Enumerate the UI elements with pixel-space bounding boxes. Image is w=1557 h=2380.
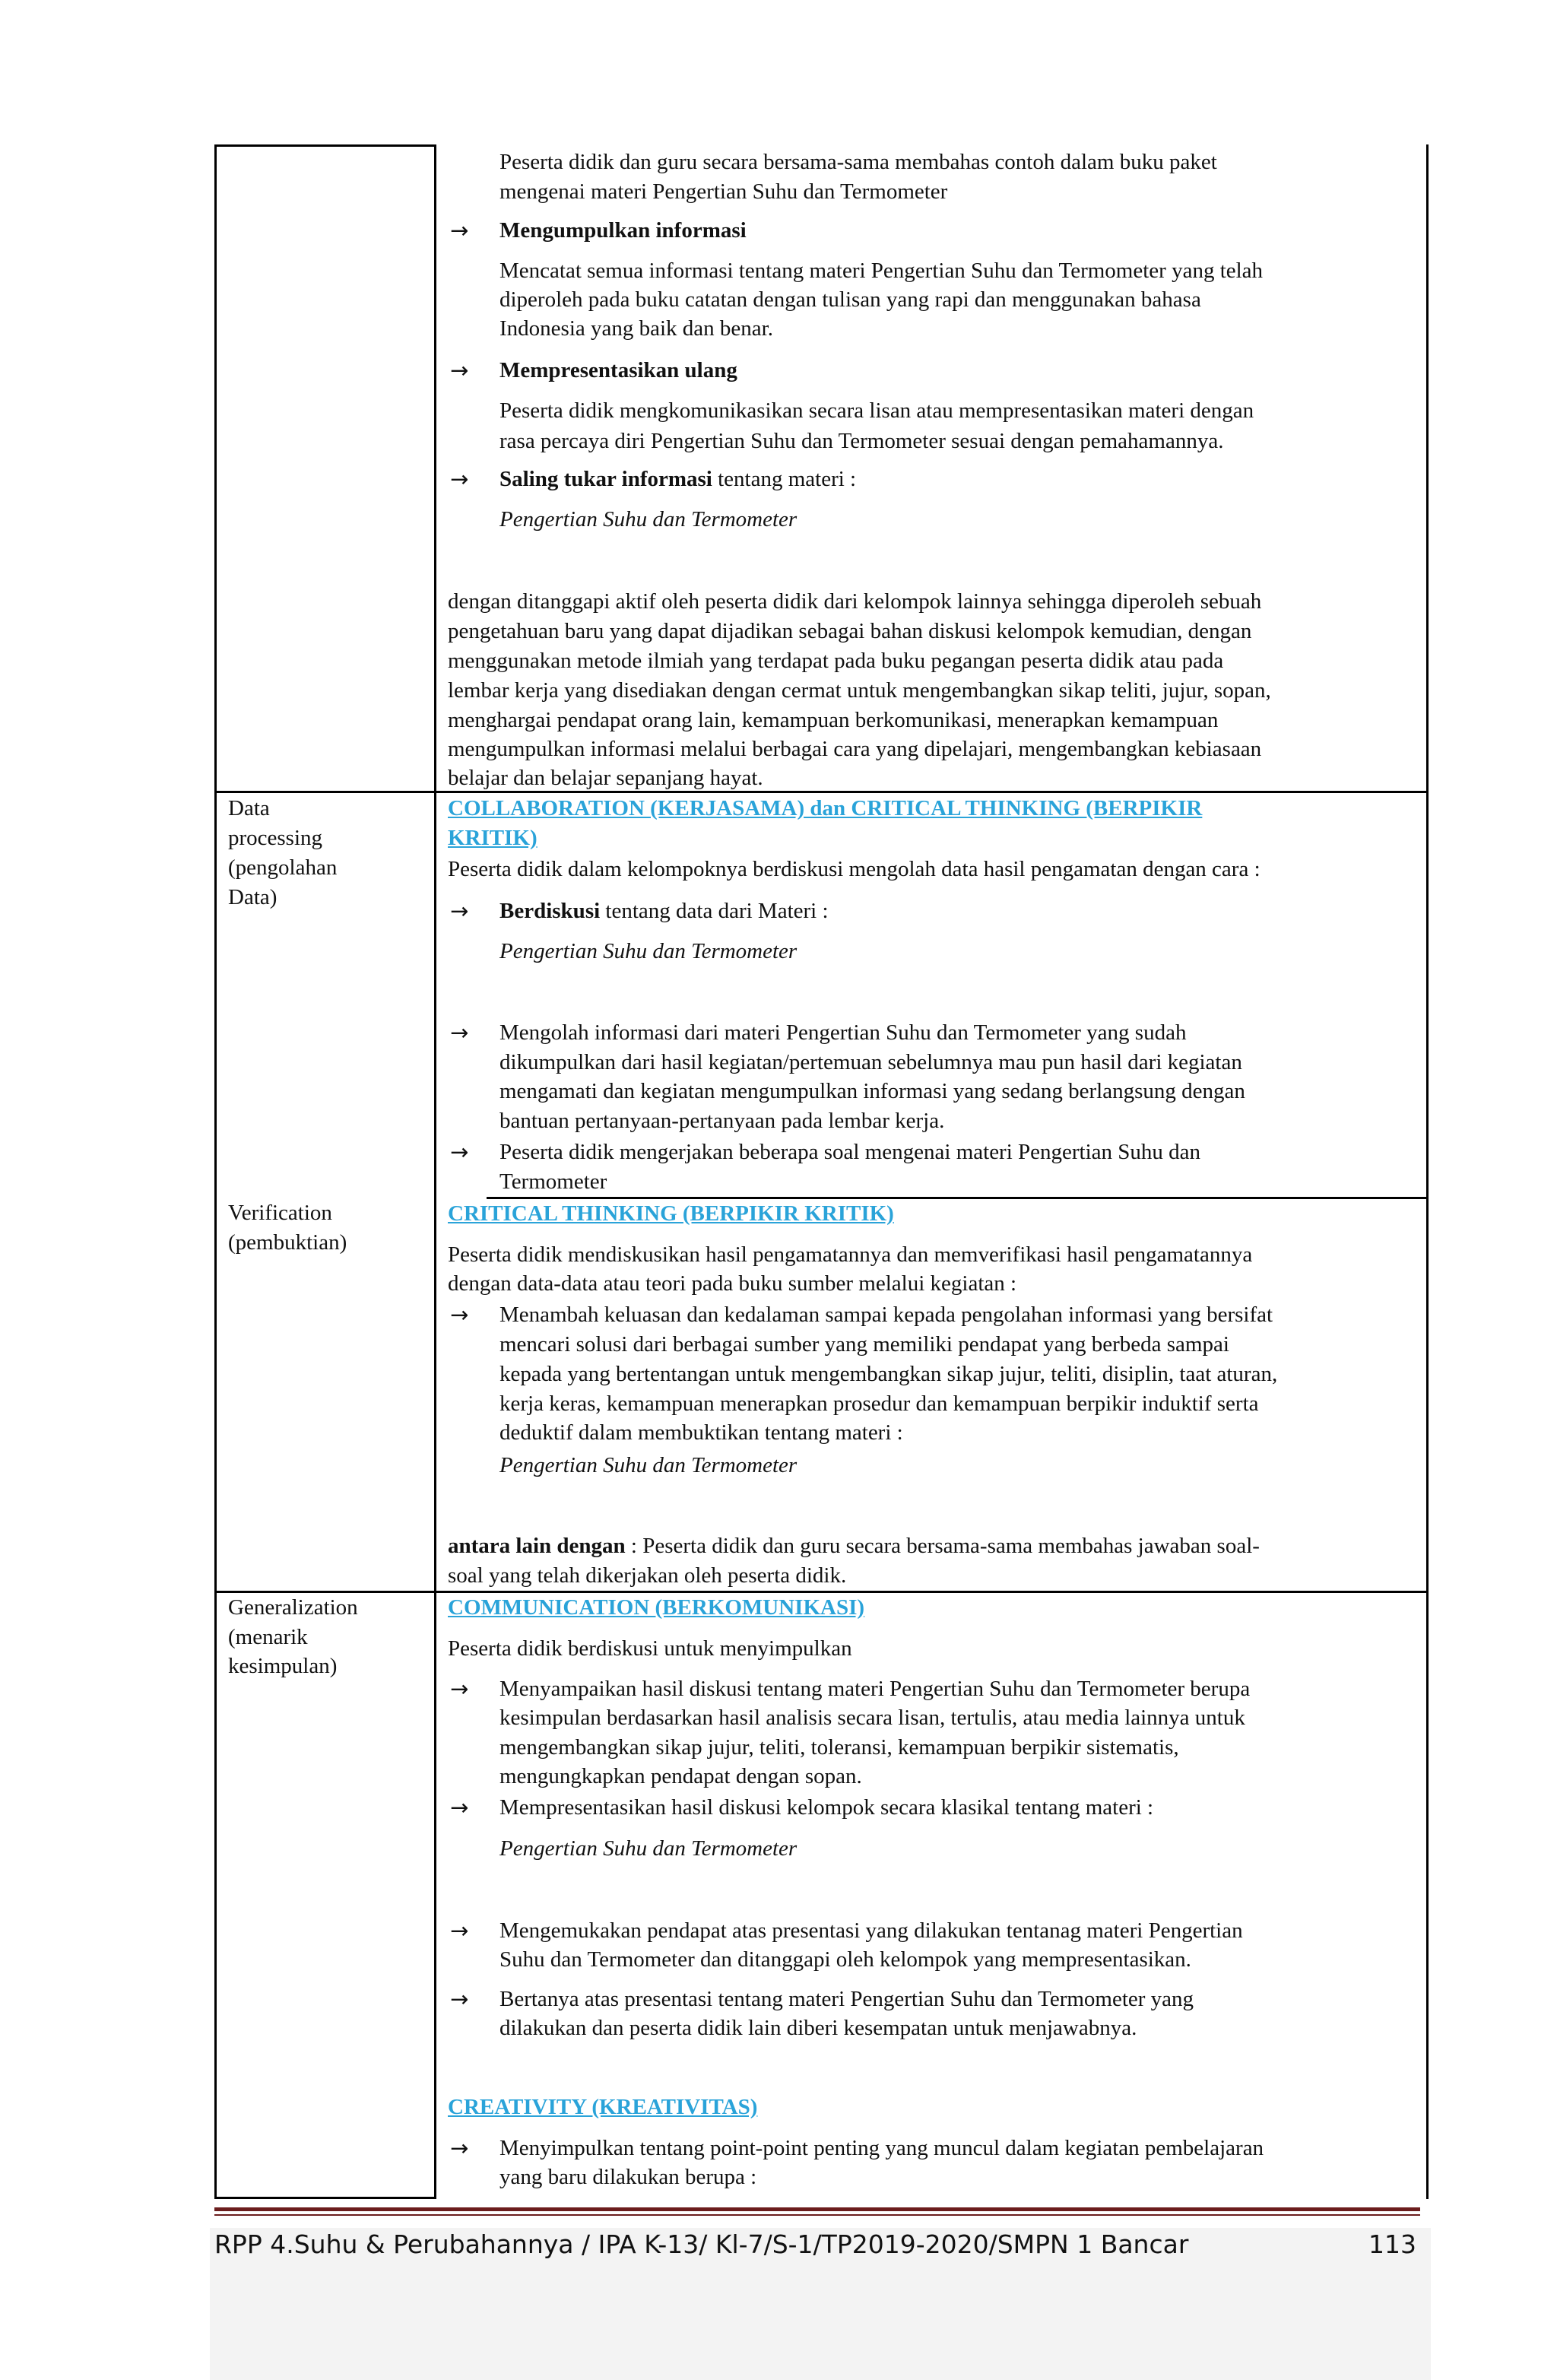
paragraph-line: mengumpulkan informasi melalui berbagai cara yang dipelajari, mengembangkan kebiasaan (448, 737, 1262, 761)
bullet-title: Mempresentasikan ulang (499, 358, 737, 382)
section-heading: COMMUNICATION (BERKOMUNIKASI) (448, 1595, 865, 1620)
bullet-text-line: Menyampaikan hasil diskusi tentang materi Pengertian Suhu dan Termometer berupa (499, 1677, 1251, 1701)
table-left-border (214, 144, 217, 2199)
bullet-text-line: Peserta didik mengkomunikasikan secara lisan atau mempresentasikan materi dengan (499, 398, 1254, 423)
intro-line: Peserta didik dalam kelompoknya berdiskusi mengolah data hasil pengamatan dengan cara : (448, 857, 1261, 881)
bullet-text-line: mencari solusi dari berbagai sumber yang memiliki pendapat yang berbeda sampai (499, 1332, 1229, 1357)
intro-line: Peserta didik dan guru secara bersama-sama membahas contoh dalam buku paket (499, 150, 1217, 174)
intro-line: Peserta didik berdiskusi untuk menyimpulkan (448, 1636, 852, 1661)
page-number: 113 (1368, 2229, 1416, 2259)
closing-line: soal yang telah dikerjakan oleh peserta didik. (448, 1563, 847, 1588)
bullet-text-line: Mengolah informasi dari materi Pengertian Suhu dan Termometer yang sudah (499, 1020, 1187, 1045)
bullet-text-line: deduktif dalam membuktikan tentang materi : (499, 1420, 903, 1445)
intro-line: mengenai materi Pengertian Suhu dan Termometer (499, 179, 948, 204)
bullet-text-line (499, 465, 856, 494)
closing-line (448, 1531, 1260, 1561)
arrow-icon: → (450, 1986, 469, 2012)
arrow-icon: → (450, 466, 469, 492)
table-right-border (1426, 144, 1429, 2199)
closing-bold: antara lain dengan (448, 1534, 626, 1558)
label-column-divider (434, 144, 436, 2199)
bullet-text-line: mengamati dan kegiatan mengumpulkan informasi yang sedang berlangsung dengan (499, 1079, 1245, 1103)
arrow-icon: → (450, 357, 469, 383)
bullet-text-line: Mencatat semua informasi tentang materi Pengertian Suhu dan Termometer yang telah (499, 259, 1264, 283)
bullet-text-line: Menambah keluasan dan kedalaman sampai kepada pengolahan informasi yang bersifat (499, 1303, 1273, 1327)
paragraph-line: menggunakan metode ilmiah yang terdapat pada buku pegangan peserta didik atau pada (448, 649, 1224, 673)
bullet-title: Mengumpulkan informasi (499, 218, 747, 243)
stage-label-line: (pengolahan (228, 855, 338, 880)
closing-rest: : Peserta didik dan guru secara bersama-sama membahas jawaban soal- (625, 1534, 1260, 1558)
stage-label-line: Generalization (228, 1595, 358, 1620)
bullet-text-line: mengungkapkan pendapat dengan sopan. (499, 1764, 862, 1788)
footer-rule-thin (214, 2214, 1420, 2216)
bullet-text-line: dilakukan dan peserta didik lain diberi kesempatan untuk menjawabnya. (499, 2016, 1137, 2040)
bullet-text-line: Bertanya atas presentasi tentang materi Pengertian Suhu dan Termometer yang (499, 1987, 1194, 2011)
paragraph-line: pengetahuan baru yang dapat dijadikan sebagai bahan diskusi kelompok kemudian, dengan (448, 619, 1252, 643)
paragraph-line: menghargai pendapat orang lain, kemampuan berkomunikasi, menerapkan kemampuan (448, 708, 1219, 732)
footer-text: RPP 4.Suhu & Perubahannya / IPA K-13/ Kl-7/S-1/TP2019-2020/SMPN 1 Bancar (214, 2229, 1189, 2259)
topic-text: Pengertian Suhu dan Termometer (499, 939, 798, 963)
arrow-icon: → (450, 2135, 469, 2161)
arrow-icon: → (450, 1795, 469, 1820)
bullet-text-line: kerja keras, kemampuan menerapkan prosedur dan kemampuan berpikir induktif serta (499, 1392, 1259, 1416)
stage-label-line: kesimpulan) (228, 1654, 338, 1678)
topic-text: Pengertian Suhu dan Termometer (499, 1836, 798, 1861)
bullet-text-line: kesimpulan berdasarkan hasil analisis secara lisan, tertulis, atau media lainnya untuk (499, 1706, 1245, 1730)
bullet-text-line: Menyimpulkan tentang point-point penting yang muncul dalam kegiatan pembelajaran (499, 2136, 1264, 2160)
section-heading: KRITIK) (448, 826, 537, 850)
bullet-bold: Berdiskusi (499, 899, 601, 923)
bullet-text-line: mengembangkan sikap jujur, teliti, toleransi, kemampuan berpikir sistematis, (499, 1735, 1179, 1760)
bullet-text-line: Peserta didik mengerjakan beberapa soal mengenai materi Pengertian Suhu dan (499, 1140, 1201, 1164)
bullet-text-line: kepada yang bertentangan untuk mengembangkan sikap jujur, teliti, disiplin, taat aturan, (499, 1362, 1278, 1386)
section-heading: CREATIVITY (KREATIVITAS) (448, 2095, 758, 2119)
paragraph-line: dengan ditanggapi aktif oleh peserta didik dari kelompok lainnya sehingga diperoleh sebuah (448, 589, 1262, 614)
intro-line: Peserta didik mendiskusikan hasil pengamatannya dan memverifikasi hasil pengamatannya (448, 1242, 1253, 1267)
bullet-rest: tentang data dari Materi : (600, 899, 829, 923)
bullet-text-line (499, 896, 829, 926)
arrow-icon: → (450, 1918, 469, 1944)
section-heading: COLLABORATION (KERJASAMA) dan CRITICAL THINKING (BERPIKIR (448, 796, 1203, 820)
topic-text: Pengertian Suhu dan Termometer (499, 507, 798, 532)
arrow-icon: → (450, 1139, 469, 1165)
bullet-text-line: diperoleh pada buku catatan dengan tulisan yang rapi dan menggunakan bahasa (499, 287, 1201, 312)
bullet-text-line: yang baru dilakukan berupa : (499, 2165, 757, 2189)
bullet-text-line: Termometer (499, 1169, 607, 1194)
bullet-text-line: Suhu dan Termometer dan ditanggapi oleh kelompok yang mempresentasikan. (499, 1947, 1191, 1972)
stage-label-line: Verification (228, 1201, 332, 1225)
stage-label-line: Data) (228, 885, 277, 909)
bullet-text-line: Mempresentasikan hasil diskusi kelompok secara klasikal tentang materi : (499, 1795, 1154, 1820)
topic-text: Pengertian Suhu dan Termometer (499, 1453, 798, 1477)
intro-line: dengan data-data atau teori pada buku sumber melalui kegiatan : (448, 1271, 1017, 1296)
arrow-icon: → (450, 1020, 469, 1046)
stage-label-line: processing (228, 826, 323, 850)
bullet-text-line: rasa percaya diri Pengertian Suhu dan Termometer sesuai dengan pemahamannya. (499, 429, 1224, 453)
bullet-text-line: Indonesia yang baik dan benar. (499, 316, 773, 341)
paragraph-line: belajar dan belajar sepanjang hayat. (448, 766, 763, 790)
bullet-text-line: dikumpulkan dari hasil kegiatan/pertemuan sebelumnya mau pun hasil dari kegiatan (499, 1050, 1242, 1074)
arrow-icon: → (450, 1302, 469, 1328)
stage-label-line: (menarik (228, 1625, 308, 1649)
arrow-icon: → (450, 217, 469, 243)
stage-label-line: Data (228, 796, 270, 820)
stage-label-line: (pembuktian) (228, 1230, 347, 1255)
arrow-icon: → (450, 1676, 469, 1702)
label-cell-top-border (214, 144, 436, 147)
bullet-rest: tentang materi : (712, 467, 857, 491)
arrow-icon: → (450, 898, 469, 924)
label-cell-bottom-border (214, 2197, 436, 2199)
row-divider-1 (214, 791, 1429, 793)
bullet-text-line: bantuan pertanyaan-pertanyaan pada lembar kerja. (499, 1109, 945, 1133)
section-heading: CRITICAL THINKING (BERPIKIR KRITIK) (448, 1201, 894, 1226)
footer-rule-thick (214, 2207, 1420, 2211)
paragraph-line: lembar kerja yang disediakan dengan cermat untuk mengembangkan sikap teliti, jujur, sopan, (448, 678, 1271, 703)
bullet-bold: Saling tukar informasi (499, 467, 712, 491)
bullet-text-line: Mengemukakan pendapat atas presentasi yang dilakukan tentanag materi Pengertian (499, 1918, 1243, 1943)
